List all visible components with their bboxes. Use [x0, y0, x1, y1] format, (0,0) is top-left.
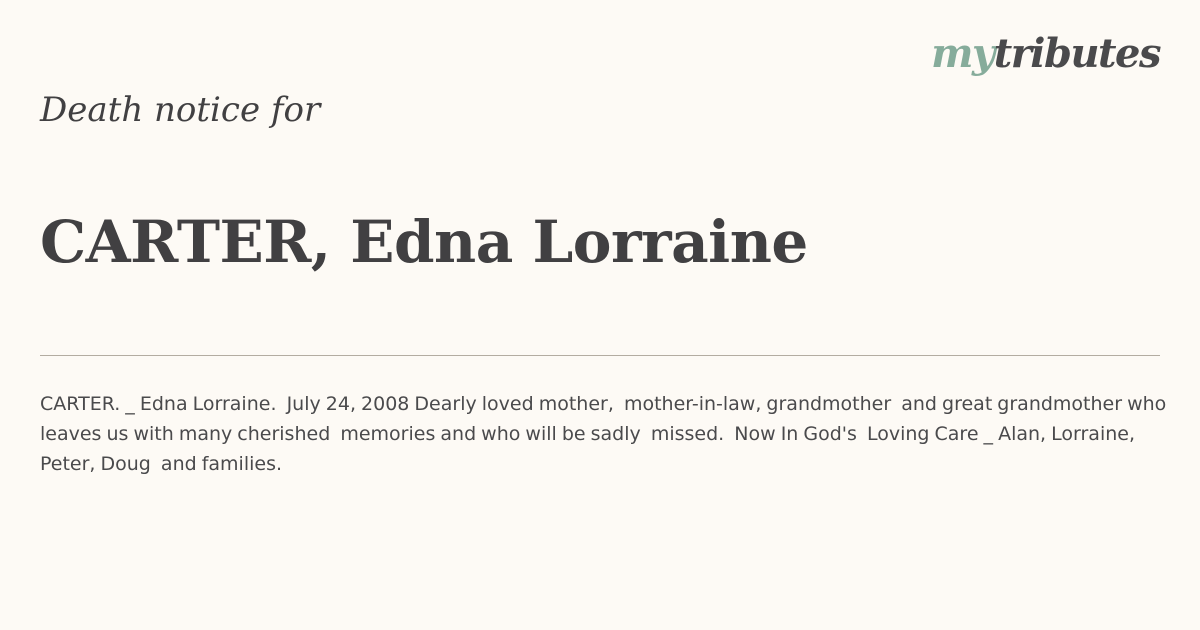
logo-text-tributes: tributes — [993, 30, 1160, 77]
notice-type-label: Death notice for — [40, 90, 321, 130]
logo-text-my: my — [931, 30, 994, 77]
mytributes-logo[interactable] — [931, 30, 1160, 77]
notice-body-text: CARTER. _ Edna Lorraine. July 24, 2008 Dearly loved mother, mother-in-law, grandmother and great grandmother who leaves us with many cherished memories and who will be sadly missed. Now In God's Loving Care _ Alan, Lorraine, Peter, Doug and families. — [40, 393, 1177, 475]
section-divider — [40, 355, 1160, 356]
deceased-name: CARTER, Edna Lorraine — [40, 208, 808, 276]
